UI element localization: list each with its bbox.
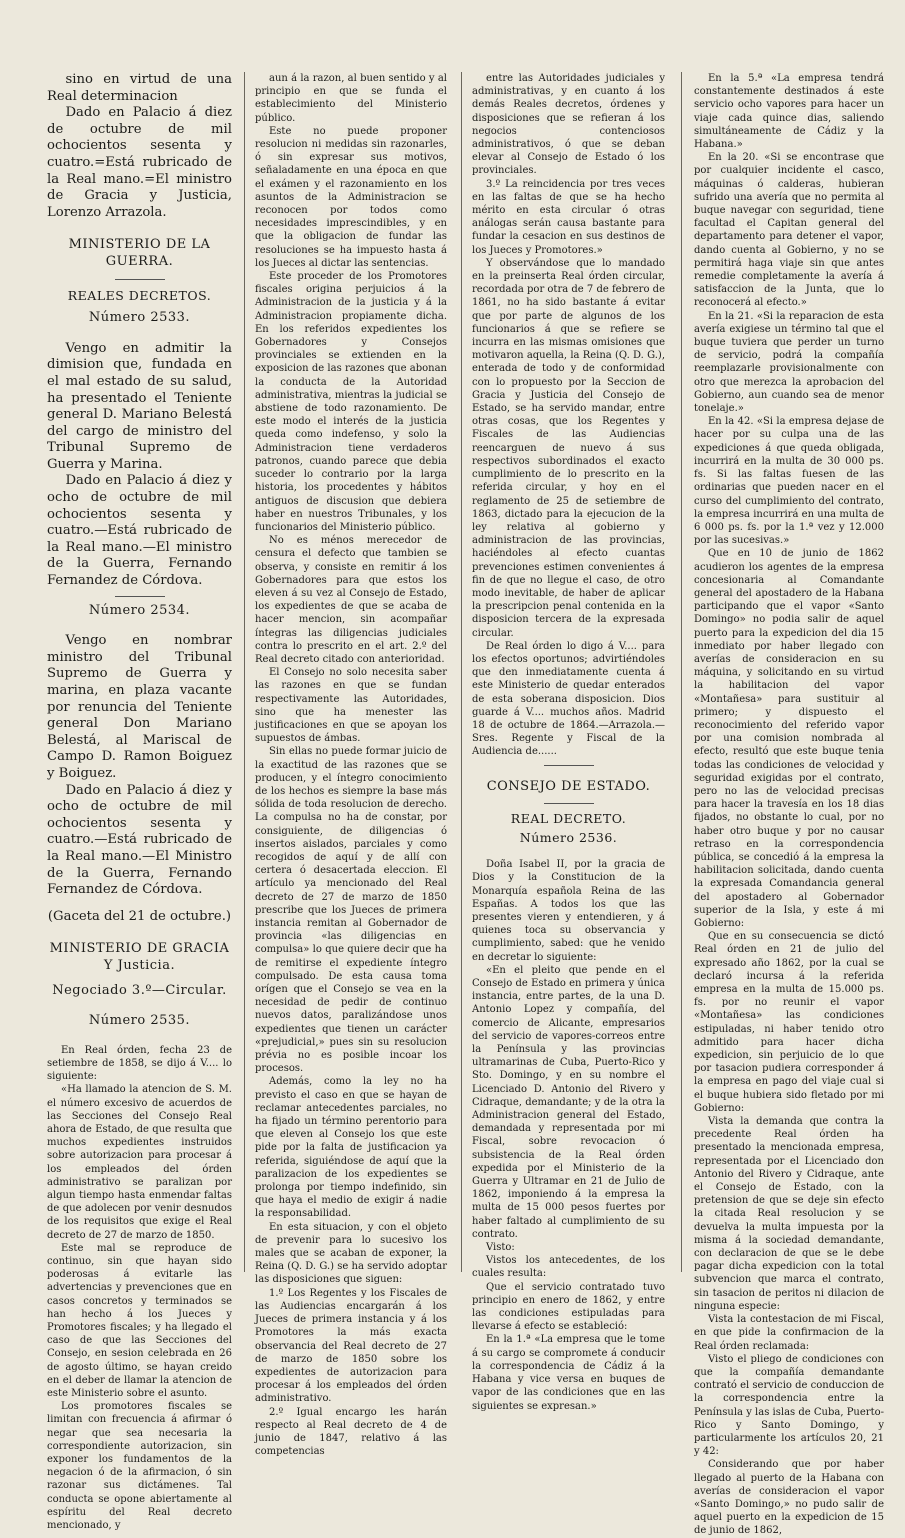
paragraph: Además, como la ley no ha previsto el caso en que se hayan de reclamar antecedentes parciales, no ha fijado un término perentorio para que eleven al Consejo los que este pide por la falta de justificacion ya referida, siguiéndose de aquí que la paralizacion de los expedientes se prolonga por tiempo indefinido, sin que haya el medio de exigir á nadie la responsabilidad.: [255, 1076, 447, 1220]
paragraph: Doña Isabel II, por la gracia de Dios y la Constitucion de la Monarquía española Reina de las Españas. A todos los que las presentes vieren y entendieren, y á quienes toca su observancia y cumplimiento, sabed: que he venido en decretar lo siguiente:: [472, 859, 665, 963]
paragraph: Sin ellas no puede formar juicio de la exactitud de las razones que se producen, y el íntegro conocimiento de los hechos es siempre la base más sólida de toda resolucion de derecho. La compulsa no ha de constar, por consiguiente, de diligencias ó insertos aislados, parciales y como recogidos de aquí y de allí con certera ó desacertada eleccion. El artículo ya mencionado del Real decreto de 27 de marzo de 1850 prescribe que los Jueces de primera instancia remitan al Gobernador de provincia «las diligencias en compulsa» lo que quiere decir que ha de remitirse el expediente íntegro compulsado. De esta causa toma orígen que el Consejo se vea en la necesidad de pedir de continuo nuevos datos, paralizándose unos expedientes que tienen un carácter «prejudicial,» pues sin su resolucion prévia no es posible incoar los procesos.: [255, 746, 447, 1075]
decree-number: Número 2533.: [88, 310, 191, 326]
paragraph: Vistos los antecedentes, de los cuales resulta:: [472, 1255, 665, 1280]
decree-number: Número 2536.: [519, 829, 618, 845]
paragraph: 1.º Los Regentes y los Fiscales de las Audiencias encargarán á los Jueces de primera instancia y á los Promotores la más exacta observancia del Real decreto de 27 de marzo de 1850 sobre los expedientes de autorizacion para procesar á los empleados del órden administrativo.: [255, 1287, 447, 1405]
paragraph: Vengo en admitir la dimision que, fundada en el mal estado de su salud, ha presentado el Teniente general D. Mariano Belestá del cargo de ministro del Tribunal Supremo de Guerra y Marina.: [47, 340, 232, 472]
paragraph: El Consejo no solo necesita saber las razones en que se fundan respectivamente las Autoridades, sino que ha menester las justificaciones en que se apoyan los supuestos de ámbas.: [255, 667, 447, 745]
paragraph: Vista la demanda que contra la precedente Real órden ha presentado la mencionada empresa, representada por el Licenciado don Antonio del Rivero y Cidraque, ante el Consejo de Estado, con la pretension de que se deje sin efecto la citada Real resolucion y se devuelva la multa impuesta por la misma á la sociedad demandante, con declaracion de que se le debe pagar dicha expedicion con la total subvencion que marca el contrato, sin tasacion de peritos ni dilacion de ninguna especie:: [694, 1116, 884, 1312]
paragraph: sino en virtud de una Real determinacion: [47, 72, 232, 104]
paragraph: entre las Autoridades judiciales y administrativas, y en cuanto á los demás Reales decretos, órdenes y disposiciones que se refieran á los negocios contenciosos administrativos, ó que se deban elevar al Consejo de Estado ó los provinciales.: [472, 73, 665, 177]
section-heading: REALES DECRETOS.: [67, 287, 212, 303]
ministry-heading: MINISTERIO DE LA GUERRA.: [68, 237, 211, 269]
column-2: [255, 72, 447, 1458]
paragraph: Dado en Palacio á diez y ocho de octubre de mil ochocientos sesenta y cuatro.—Está rubricado de la Real mano.—El Ministro de la Guerra, Fernando Fernandez de Córdova.: [47, 782, 232, 898]
paragraph: En la 1.ª «La empresa que le tome á su cargo se compromete á conducir la correspondencia de Cádiz á la Habana y vice versa en buques de vapor de las condiciones que en las siguientes se expresan.»: [472, 1334, 665, 1412]
paragraph: En la 5.ª «La empresa tendrá constantemente destinados á este servicio ocho vapores para hacer un viaje cada quince dias, saliendo simultáneamente de Cádiz y la Habana.»: [694, 73, 884, 151]
paragraph: De Real órden lo digo á V.... para los efectos oportunos; advirtiéndoles que den inmediatamente cuenta á este Ministerio de quedar enterados de esta soberana disposicion. Dios guarde á V.... muchos años. Madrid 18 de octubre de 1864.—Arrazola.—Sres. Regente y Fiscal de la Audiencia de......: [472, 640, 665, 758]
paragraph: Este proceder de los Promotores fiscales origina perjuicios á la Administracion de la justicia y á la Administracion propiamente dicha. En los referidos expedientes los Gobernadores y Consejos provinciales se extienden en la exposicion de las razones que abonan la conducta de la Autoridad administrativa, mientras la judicial se abstiene de todo razonamiento. De este modo el interés de la justicia queda como indefenso, y solo la Administracion tiene verdaderos patronos, cuando parece que debia suceder lo contrario por la larga historia, los procedentes y hábitos antiguos de discusion que debiera haber en nuestros Tribunales, y los funcionarios del Ministerio público.: [255, 271, 447, 533]
paragraph: Que el servicio contratado tuvo principio en enero de 1862, y entre las condiciones estipuladas para llevarse á efecto se estableció:: [472, 1281, 665, 1333]
paragraph: En la 42. «Si la empresa dejase de hacer por su culpa una de las expediciones á que queda obligada, incurrirá en la multa de 30 000 ps. fs. Si las faltas fuesen de las ordinarias que pueden nacer en el curso del cumplimiento del contrato, la empresa incurrirá en una multa de 6 000 ps. fs. por la 1.ª vez y 12.000 por las sucesivas.»: [694, 416, 884, 547]
divider: [544, 765, 594, 766]
paragraph: En esta situacion, y con el objeto de prevenir para lo sucesivo los males que se acaban de exponer, la Reina (Q. D. G.) se ha servido adoptar las disposiciones que siguen:: [255, 1221, 447, 1286]
ministry-heading: MINISTERIO DE GRACIA Y Justicia.: [49, 941, 230, 973]
paragraph: Visto el pliego de condiciones con que la compañía demandante contrató el servicio de conduccion de la correspondencia entre la Península y las islas de Cuba, Puerto-Rico y Santo Domingo, y particularmente los artículos 20, 21 y 42:: [694, 1353, 884, 1458]
paragraph: Dado en Palacio á diez de octubre de mil ochocientos sesenta y cuatro.=Está rubricado de la Real mano.=El ministro de Gracia y Justicia, Lorenzo Arrazola.: [47, 105, 232, 220]
column-3: [472, 72, 665, 1412]
paragraph: Visto:: [486, 1242, 515, 1254]
paragraph: «En el pleito que pende en el Consejo de Estado en primera y única instancia, entre partes, de la una D. Antonio Lopez y compañía, del comercio de Alicante, empresarios del servicio de vapores-correos entre la Península y las provincias ultramarinas de Cuba, Puerto-Rico y Sto. Domingo, y en su nombre el Licenciado D. Antonio del Rivero y Cidraque, demandante; y de la otra la Administracion general del Estado, demandada y representada por mi Fiscal, sobre revocacion ó subsistencia de la Real órden expedida por el Ministerio de la Guerra y Ultramar en 21 de Julio de 1862, imponiendo á la empresa la multa de 15 000 pesos fuertes por haber faltado al cumplimiento de su contrato.: [472, 964, 665, 1240]
divider: [115, 596, 165, 597]
column-rule: [461, 72, 462, 1272]
paragraph: En la 21. «Si la reparacion de esta avería exigiese un término tal que el buque tuviera que perder un turno de servicio, podrá la compañía reemplazarle provisionalmente con otro que merezca la aprobacion del Gobierno, aun cuando sea de menor tonelaje.»: [694, 310, 884, 415]
paragraph: 2.º Igual encargo les harán respecto al Real decreto de 4 de junio de 1847, relativo á las competencias: [255, 1406, 447, 1458]
paragraph: No es ménos merecedor de censura el defecto que tambien se observa, y consiste en remitir á los Gobernadores para que estos los eleven á su vez al Consejo de Estado, los expedientes de que se acaba de hacer mencion, sin acompañar íntegras las diligencias judiciales contra lo prescrito en el art. 2.º del Real decreto citado con anterioridad.: [255, 535, 447, 665]
paragraph: Vista la contestacion de mi Fiscal, en que pide la confirmacion de la Real órden reclamada:: [694, 1314, 884, 1352]
paragraph: 3.º La reincidencia por tres veces en las faltas de que se ha hecho mérito en esta circular ó otras análogas serán causa bastante para fundar la cesacion en sus destinos de los Jueces y Promotores.»: [472, 178, 665, 256]
paragraph: Que en su consecuencia se dictó Real órden en 21 de julio del expresado año 1862, por la cual se declaró incursa á la referida empresa en la multa de 15.000 ps. fs. por no reunir el vapor «Montañesa» las condiciones estipuladas, ni haber tenido otro admitido para hacer dicha expedicion, sin perjuicio de lo que por tasacion pudiera corresponder á la empresa en pago del viaje cual si el buque hubiera sido fletado por mi Gobierno:: [694, 931, 884, 1114]
decree-number: Número 2534.: [88, 602, 191, 618]
section-heading: REAL DECRETO.: [510, 810, 627, 826]
column-4: [694, 72, 884, 1537]
divider: [544, 803, 594, 804]
paragraph: «Ha llamado la atencion de S. M. el número excesivo de acuerdos de las Secciones del Consejo Real ahora de Estado, de que resulta que muchos expedientes instruidos sobre autorizacion para procesar á los empleados del órden administrativo se paralizan por algun tiempo hasta enmendar faltas de que adolecen por venir desnudos de los requisitos que exige el Real decreto de 27 de marzo de 1850.: [47, 1084, 232, 1241]
column-rule: [244, 72, 245, 1272]
paragraph: Y observándose que lo mandado en la preinserta Real órden circular, recordada por otra de 7 de febrero de 1861, no ha sido bastante á evitar que por parte de algunos de los funcionarios á que se refiere se incurra en las mismas omisiones que motivaron aquella, la Reina (Q. D. G.), enterada de todo y de conformidad con lo propuesto por la Seccion de Gracia y Justicia del Consejo de Estado, se ha servido mandar, entre otras cosas, que los Regentes y Fiscales de las Audiencias reencarguen de nuevo á sus respectivos subordinados el exacto cumplimiento de lo prescrito en la referida circular, y hoy en el reglamento de 25 de setiembre de 1863, dictado para la ejecucion de la ley relativa al gobierno y administracion de las provincias, haciéndoles al efecto cuantas prevenciones estimen convenientes á fin de que no llegue el caso, de otro modo inevitable, de haber de aplicar la prescripcion penal contenida en la disposicion tercera de la expresada circular.: [472, 257, 665, 639]
paragraph: Considerando que por haber llegado al puerto de la Habana con averías de consideracion el vapor «Santo Domingo,» no pudo salir de aquel puerto en la expedicion de 15 de junio de 1862,: [694, 1459, 884, 1537]
paragraph: Este no puede proponer resolucion ni medidas sin razonarles, ó sin expresar sus motivos, señaladamente en una época en que el exámen y el razonamiento en los asuntos de la Administracion se reconocen por todos como necesidades imprescindibles, y en que la obligacion de fundar las resoluciones se ha impuesto hasta á los Jueces al dictar las sentencias.: [255, 125, 447, 269]
gazette-date: (Gaceta del 21 de octubre.): [47, 908, 232, 924]
paragraph: Que en 10 de junio de 1862 acudieron los agentes de la empresa concesionaria al Comandante general del apostadero de la Habana participando que el vapor «Santo Domingo» no podia salir de aquel puerto para la expedicion del dia 15 inmediato por haber llegado con averías de consideracion en su máquina, y solicitando en su virtud la habilitacion del vapor «Montañesa» para sustituir al primero; y dispuesto el reconocimiento del referido vapor por una comision nombrada al efecto, resultó que este buque tenia todas las condiciones de velocidad y seguridad exigidas por el contrato, pero no las de velocidad precisas para hacer la travesía en los 18 dias fijados, no obstante lo cual, por no haber otro buque y por no causar retraso en la correspondencia pública, se concedió á la empresa la habilitacion solicitada, dando cuenta la expresada Comandancia general del apostadero al Gobernador superior de la Isla, y este á mi Gobierno:: [694, 548, 884, 929]
negociado: Negociado 3.º—Circular.: [52, 982, 227, 998]
paragraph: Los promotores fiscales se limitan con frecuencia á afirmar ó negar que sea necesaria la correspondiente autorizacion, sin exponer los fundamentos de la negacion ó de la afirmacion, ó sin razonar sus dictámenes. Tal conducta se opone abiertamente al espíritu del Real decreto mencionado, y: [47, 1401, 232, 1531]
divider: [115, 279, 165, 280]
paragraph: aun á la razon, al buen sentido y al principio en que se funda el establecimiento del Ministerio público.: [255, 73, 447, 124]
column-rule: [681, 72, 682, 1272]
decree-number: Número 2535.: [88, 1013, 191, 1029]
paragraph: En la 20. «Si se encontrase que por cualquier incidente el casco, máquinas ó calderas, hubieran sufrido una avería que no permita al buque navegar con seguridad, tiene facultad el Capitan general del departamento para detener el vapor, dando cuenta al Gobierno, y no se permitirá haga viaje sin que antes remedie completamente la avería á satisfaccion de la Junta, que lo reconocerá al efecto.»: [694, 152, 884, 309]
paragraph: Dado en Palacio á diez y ocho de octubre de mil ochocientos sesenta y cuatro.—Está rubricado de la Real mano.—El ministro de la Guerra, Fernando Fernandez de Córdova.: [47, 473, 232, 589]
paragraph: Vengo en nombrar ministro del Tribunal Supremo de Guerra y marina, en plaza vacante por renuncia del Teniente general Don Mariano Belestá, al Mariscal de Campo D. Ramon Boiguez y Boiguez.: [47, 633, 232, 781]
paragraph: En Real órden, fecha 23 de setiembre de 1858, se dijo á V.... lo siguiente:: [47, 1044, 232, 1083]
council-heading: CONSEJO DE ESTADO.: [486, 778, 651, 794]
column-1: [47, 72, 232, 1531]
paragraph: Este mal se reproduce de continuo, sin que hayan sido poderosas á evitarle las advertencias y prevenciones que en casos concretos y terminados se han hecho á los Jueces y Promotores fiscales; y ha llegado el caso de que las Secciones del Consejo, en sesion celebrada en 26 de agosto último, se hayan creido en el deber de llamar la atencion de este Ministerio sobre el asunto.: [47, 1242, 232, 1399]
